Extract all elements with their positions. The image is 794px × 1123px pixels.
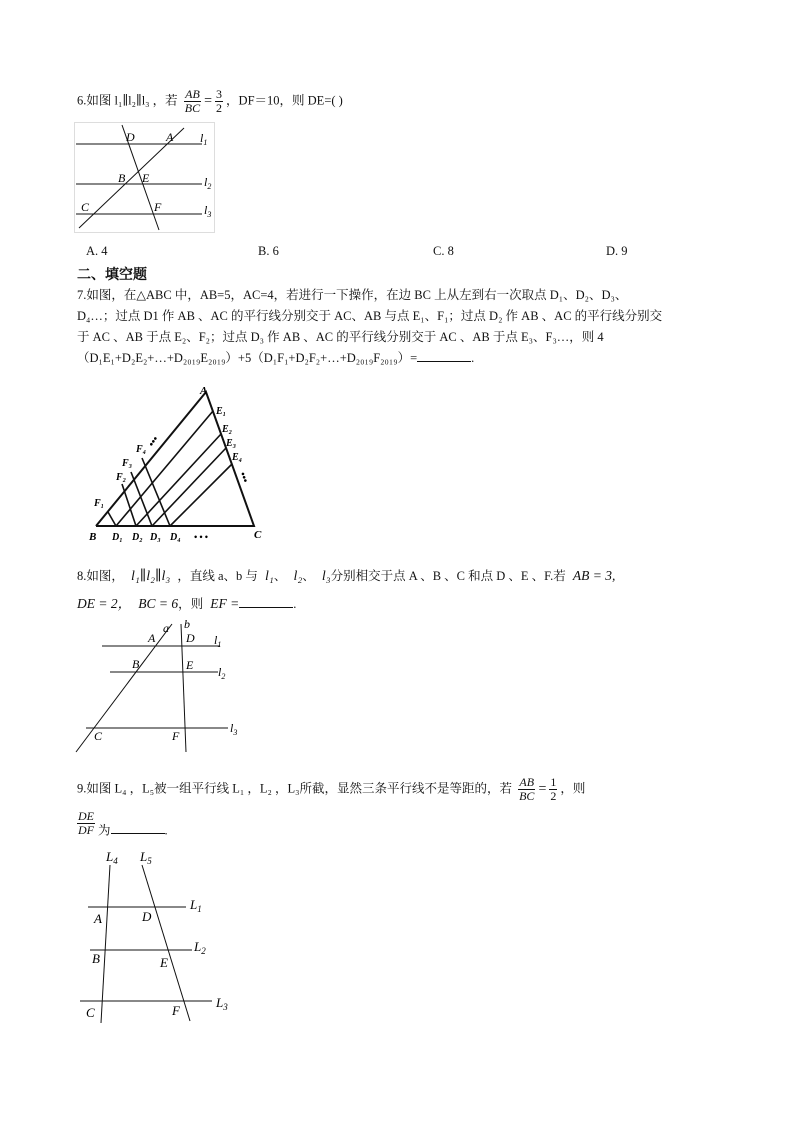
q6-label-l3: $l_3$ bbox=[204, 203, 212, 219]
q7-answer-blank[interactable] bbox=[417, 349, 471, 362]
q7-label-D4: D₄ bbox=[170, 532, 181, 543]
q9-line-2: $\frac{DE}{DF}$ 为 . bbox=[78, 809, 168, 838]
q7-label-E3: E₃ bbox=[226, 438, 237, 449]
q7-left-dots: ••• bbox=[146, 434, 162, 450]
q7-line-2: D₄…；过点 D1 作 AB 、AC 的平行线分别交于 AC、AB 与点 E₁、F₁；过点 D₂ 作 AB 、AC 的平行线分别交 bbox=[77, 309, 663, 323]
q8-label-a: a bbox=[163, 621, 169, 635]
q8-label-C: C bbox=[94, 729, 103, 743]
q6-prefix: 6.如图 l₁∥l₂∥l₃ ，若 bbox=[77, 93, 178, 108]
q8-label-A: A bbox=[148, 631, 156, 645]
q8-parallel-lines: l₁∥l₂∥l₃ bbox=[131, 569, 171, 584]
q9-answer-fraction: $\frac{DE}{DF}$ bbox=[78, 809, 94, 837]
q6-label-C: C bbox=[81, 200, 90, 214]
q7-label-E4: E₄ bbox=[232, 452, 243, 463]
q8-label-l1: $l_1$ bbox=[214, 633, 222, 649]
q8-label-l2: $l_2$ bbox=[218, 665, 226, 681]
q9-label-B: B bbox=[92, 951, 100, 966]
q7-label-F1: F₁ bbox=[94, 498, 105, 509]
q6-choice-a[interactable]: A. 4 bbox=[86, 244, 108, 258]
q8-label-B: B bbox=[132, 657, 140, 671]
q9-figure bbox=[74, 845, 254, 1025]
q6-choice-c[interactable]: C. 8 bbox=[433, 244, 454, 258]
q6-label-A: A bbox=[166, 130, 174, 144]
q7-label-F4: F₄ bbox=[136, 444, 147, 455]
q9-ratio-fraction: $\frac{AB}{BC}$ bbox=[519, 775, 535, 803]
q9-answer-blank[interactable] bbox=[111, 821, 165, 834]
q8-label-E: E bbox=[186, 658, 194, 672]
q9-label-L1: $L_1$ bbox=[190, 897, 202, 914]
q8-label-l3: $l_3$ bbox=[230, 721, 238, 737]
q6-figure bbox=[74, 122, 219, 234]
q8-answer-blank[interactable] bbox=[239, 595, 293, 608]
section-heading: 二、填空题 bbox=[77, 267, 147, 283]
q6-stem: 6.如图 l₁∥l₂∥l₃ ，若 $\frac{AB}{BC}$ = $\frac{3}{2}$ ，DF＝10，则 DE=( ) bbox=[77, 87, 343, 115]
q7-label-A: A bbox=[200, 385, 208, 397]
q7-label-B: B bbox=[89, 531, 97, 543]
q6-label-l1: $l_1$ bbox=[200, 131, 208, 147]
q7-right-dots: ••• bbox=[236, 470, 251, 485]
q6-ratio-fraction: $\frac{AB}{BC}$ bbox=[184, 87, 201, 115]
q6-label-F: F bbox=[154, 200, 162, 214]
q8-label-b: b bbox=[184, 620, 190, 631]
q8-line-2: DE = 2， BC = 6，则 EF = . bbox=[77, 596, 297, 611]
q7-line-4: （D₁E₁+D₂E₂+…+D₂₀₁₉E₂₀₁₉）+5（D₁F₁+D₂F₂+…+D₂₀₁₉F₂₀₁₉）= . bbox=[77, 351, 475, 365]
q7-bottom-dots: • • • bbox=[194, 532, 208, 542]
q6-label-B: B bbox=[118, 171, 126, 185]
q6-label-E: E bbox=[142, 171, 150, 185]
q7-label-D3: D₃ bbox=[150, 532, 161, 543]
q6-choice-d[interactable]: D. 9 bbox=[606, 244, 628, 258]
q6-label-l2: $l_2$ bbox=[204, 175, 212, 191]
q9-label-F: F bbox=[172, 1003, 180, 1018]
q7-line-3: 于 AC 、AB 于点 E₂、F₂；过点 D₃ 作 AB 、AC 的平行线分别交于 AC 、AB 于点 E₃、F₃…，则 4 bbox=[77, 330, 604, 344]
q7-label-D2: D₂ bbox=[132, 532, 143, 543]
q8-label-D: D bbox=[186, 631, 195, 645]
q9-label-L2: $L_2$ bbox=[194, 939, 206, 956]
q6-label-D: D bbox=[126, 130, 135, 144]
q8-label-F: F bbox=[172, 729, 180, 743]
q7-label-D1: D₁ bbox=[112, 532, 123, 543]
q6-suffix: ，DF＝10，则 DE=( ) bbox=[226, 93, 343, 108]
q7-label-C: C bbox=[254, 529, 262, 541]
q9-label-A: A bbox=[94, 911, 102, 926]
q6-choice-b[interactable]: B. 6 bbox=[258, 244, 279, 258]
q7-figure bbox=[86, 384, 276, 544]
q9-label-D: D bbox=[142, 909, 152, 924]
q9-label-L5: $L_5$ bbox=[140, 849, 152, 866]
q7-label-E2: E₂ bbox=[222, 424, 233, 435]
q7-line-1: 7.如图，在△ABC 中，AB=5，AC=4，若进行一下操作，在边 BC 上从左到右一次取点 D₁、D₂、D₃、 bbox=[77, 288, 628, 302]
q9-label-E: E bbox=[160, 955, 168, 970]
q9-label-C: C bbox=[86, 1005, 95, 1020]
q8-figure bbox=[74, 620, 254, 755]
q7-label-F3: F₃ bbox=[122, 458, 133, 469]
q7-label-E1: E₁ bbox=[216, 406, 227, 417]
q9-label-L3: $L_3$ bbox=[216, 995, 228, 1012]
q7-label-F2: F₂ bbox=[116, 472, 127, 483]
q9-line-1: 9.如图 L₄ ，L₅被一组平行线 L₁ ，L₂ ，L₃所截，显然三条平行线不是等距的，若 $\frac{AB}{BC}$ = $\frac{1}{2}$ ，则 bbox=[77, 775, 586, 803]
q8-line-1: 8.如图， l₁∥l₂∥l₃ ，直线 a、b 与 l₁、 l₂、 l₃分别相交于点 A 、B 、C 和点 D 、E 、F.若 AB = 3, bbox=[77, 568, 616, 584]
q6-value-fraction: $\frac{3}{2}$ bbox=[216, 87, 223, 115]
q8-ab-value: AB = 3, bbox=[572, 568, 616, 583]
q9-value-fraction: $\frac{1}{2}$ bbox=[550, 775, 557, 803]
q9-label-L4: $L_4$ bbox=[106, 849, 118, 866]
